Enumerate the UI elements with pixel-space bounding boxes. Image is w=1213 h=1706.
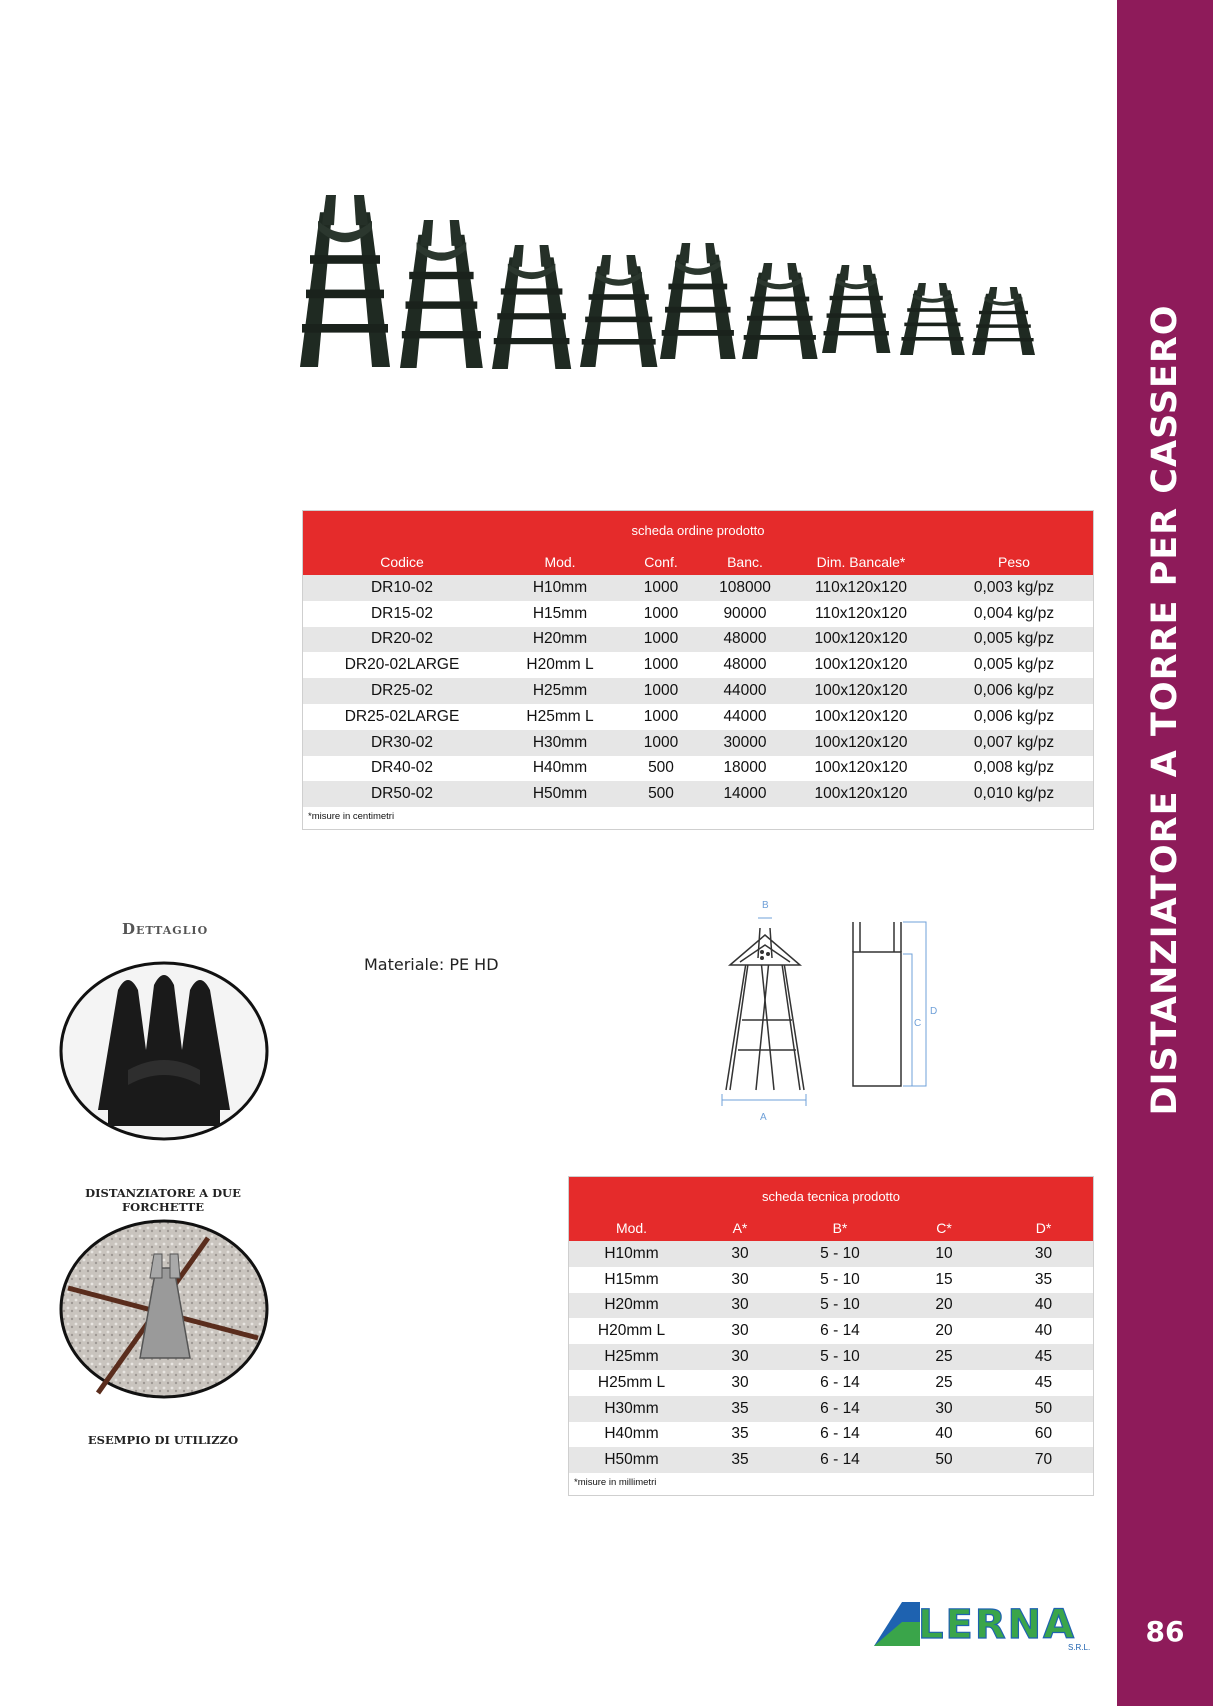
- table-cell: 6 - 14: [820, 1451, 860, 1469]
- table-cell: 35: [731, 1425, 749, 1443]
- table-cell: DR10-02: [370, 578, 434, 596]
- table-cell: H40mm: [604, 1425, 659, 1443]
- table-cell: 44000: [723, 707, 767, 725]
- table-cell: 48000: [723, 656, 767, 674]
- order-table-title: scheda ordine prodotto: [631, 523, 765, 538]
- diagram-label-b: B: [762, 900, 769, 911]
- table-row: [569, 1344, 1093, 1370]
- table-row: [569, 1422, 1093, 1448]
- table-row: [569, 1447, 1093, 1473]
- table-cell: H30mm: [604, 1399, 659, 1417]
- tech-table: [568, 1176, 1094, 1496]
- company-logo: [872, 1596, 1100, 1652]
- table-cell: 6 - 14: [820, 1322, 860, 1340]
- table-cell: 35: [731, 1399, 749, 1417]
- column-header: Banc.: [727, 554, 763, 570]
- table-cell: 60: [1034, 1425, 1053, 1443]
- table-cell: 25: [935, 1373, 953, 1391]
- tech-table-title: scheda tecnica prodotto: [761, 1189, 901, 1204]
- logo-text: LERNA: [918, 1602, 1077, 1648]
- table-row: [569, 1267, 1093, 1293]
- table-cell: 30: [731, 1270, 749, 1288]
- table-cell: DR30-02: [370, 733, 434, 751]
- usage-photo: [58, 1218, 270, 1400]
- table-cell: 100x120x120: [814, 682, 908, 700]
- material-label: Materiale: PE HD: [364, 955, 499, 974]
- technical-diagram: [700, 890, 940, 1130]
- table-cell: 0,006 kg/pz: [973, 682, 1055, 700]
- table-cell: 100x120x120: [814, 656, 908, 674]
- table-cell: 30: [935, 1399, 953, 1417]
- column-header: Mod.: [615, 1220, 648, 1236]
- table-cell: 1000: [643, 656, 679, 674]
- table-cell: H25mm: [604, 1348, 659, 1366]
- diagram-label-c: C: [914, 1018, 922, 1029]
- table-row: [569, 1396, 1093, 1422]
- order-table: [302, 510, 1094, 830]
- page-number: 86: [1145, 1615, 1185, 1648]
- table-cell: 40: [1034, 1322, 1053, 1340]
- table-cell: H15mm: [604, 1270, 659, 1288]
- tech-table-column-headers: [569, 1215, 1093, 1241]
- table-cell: 30: [731, 1244, 749, 1262]
- table-cell: 110x120x120: [815, 578, 907, 596]
- column-header: D*: [1035, 1220, 1052, 1236]
- order-table-body: [303, 575, 1093, 807]
- table-cell: DR25-02: [370, 682, 434, 700]
- column-header: Conf.: [644, 554, 678, 570]
- table-cell: 110x120x120: [815, 604, 907, 622]
- table-cell: 20: [935, 1296, 953, 1314]
- order-table-column-headers: [303, 549, 1093, 575]
- table-cell: 15: [935, 1270, 953, 1288]
- table-row: [303, 601, 1093, 627]
- detail-title-text: Dettaglio: [122, 920, 209, 938]
- table-cell: 0,008 kg/pz: [973, 759, 1055, 777]
- table-cell: 0,004 kg/pz: [973, 604, 1055, 622]
- table-row: [303, 678, 1093, 704]
- table-cell: 44000: [723, 682, 767, 700]
- detail-photo: [58, 960, 270, 1142]
- column-header: C*: [936, 1220, 952, 1236]
- table-cell: 48000: [723, 630, 767, 648]
- table-cell: 10: [935, 1244, 953, 1262]
- table-cell: DR40-02: [370, 759, 434, 777]
- table-cell: 50: [1034, 1399, 1053, 1417]
- table-cell: 1000: [643, 707, 679, 725]
- table-cell: H20mm L: [526, 656, 594, 674]
- tech-table-header: [569, 1177, 1093, 1241]
- diagram-label-a: A: [760, 1112, 767, 1123]
- diagram-label-d: D: [930, 1006, 938, 1017]
- order-table-note: *misure in centimetri: [308, 811, 395, 823]
- table-cell: H25mm L: [597, 1373, 666, 1391]
- table-cell: H15mm: [532, 604, 588, 622]
- table-cell: 1000: [643, 604, 679, 622]
- table-cell: 100x120x120: [814, 785, 908, 803]
- table-cell: 0,005 kg/pz: [973, 630, 1055, 648]
- column-header: Dim. Bancale*: [816, 554, 906, 570]
- table-cell: 20: [935, 1322, 953, 1340]
- table-cell: 40: [1034, 1296, 1053, 1314]
- table-cell: 0,006 kg/pz: [973, 707, 1055, 725]
- table-cell: 6 - 14: [820, 1425, 860, 1443]
- table-cell: 1000: [643, 733, 679, 751]
- table-row: [303, 704, 1093, 730]
- table-cell: 100x120x120: [814, 630, 908, 648]
- table-row: [303, 652, 1093, 678]
- table-cell: 6 - 14: [820, 1373, 860, 1391]
- table-cell: 30: [731, 1348, 749, 1366]
- table-cell: 5 - 10: [820, 1244, 860, 1262]
- table-cell: 0,010 kg/pz: [973, 785, 1055, 803]
- table-cell: 45: [1034, 1373, 1053, 1391]
- table-cell: 5 - 10: [820, 1270, 860, 1288]
- table-cell: 1000: [643, 578, 679, 596]
- detail-title: [122, 920, 208, 938]
- logo-suffix: S.R.L.: [1068, 1643, 1091, 1652]
- table-cell: H10mm: [604, 1244, 659, 1262]
- table-cell: H30mm: [532, 733, 588, 751]
- table-cell: DR25-02LARGE: [344, 707, 460, 725]
- table-row: [569, 1318, 1093, 1344]
- table-cell: H50mm: [604, 1451, 659, 1469]
- table-cell: H20mm L: [597, 1322, 666, 1340]
- column-header: Codice: [380, 554, 424, 570]
- table-cell: H25mm L: [526, 707, 594, 725]
- table-cell: 25: [935, 1348, 953, 1366]
- table-cell: H10mm: [532, 578, 588, 596]
- table-cell: 5 - 10: [820, 1348, 860, 1366]
- table-cell: DR20-02: [370, 630, 434, 648]
- table-cell: 500: [648, 785, 674, 803]
- table-row: [303, 627, 1093, 653]
- table-cell: 50: [935, 1451, 953, 1469]
- table-cell: DR15-02: [370, 604, 434, 622]
- table-cell: 0,003 kg/pz: [973, 578, 1055, 596]
- product-photo: [300, 195, 1090, 395]
- table-cell: DR50-02: [370, 785, 434, 803]
- column-header: B*: [832, 1220, 848, 1236]
- table-row: [569, 1370, 1093, 1396]
- table-cell: 18000: [723, 759, 767, 777]
- tech-table-note: *misure in millimetri: [574, 1477, 657, 1489]
- order-table-header: [303, 511, 1093, 575]
- table-cell: H25mm: [532, 682, 588, 700]
- table-row: [303, 730, 1093, 756]
- table-row: [303, 575, 1093, 601]
- table-cell: 500: [648, 759, 674, 777]
- table-cell: 100x120x120: [814, 733, 908, 751]
- table-row: [569, 1293, 1093, 1319]
- table-cell: H20mm: [532, 630, 588, 648]
- table-cell: 6 - 14: [820, 1399, 860, 1417]
- table-cell: 14000: [723, 785, 767, 803]
- table-cell: H20mm: [604, 1296, 659, 1314]
- table-cell: 30: [731, 1373, 749, 1391]
- table-cell: 35: [731, 1451, 749, 1469]
- table-cell: 1000: [643, 630, 679, 648]
- table-cell: 30000: [723, 733, 767, 751]
- table-cell: H50mm: [532, 785, 588, 803]
- table-cell: 40: [935, 1425, 953, 1443]
- table-cell: H40mm: [532, 759, 588, 777]
- table-cell: 45: [1034, 1348, 1053, 1366]
- tech-table-body: [569, 1241, 1093, 1473]
- table-cell: 100x120x120: [814, 759, 908, 777]
- table-cell: 35: [1034, 1270, 1053, 1288]
- usage-caption: ESEMPIO DI UTILIZZO: [87, 1433, 239, 1447]
- table-cell: 30: [731, 1322, 749, 1340]
- detail-caption: DISTANZIATORE A DUE FORCHETTE: [85, 1186, 241, 1214]
- table-cell: 1000: [643, 682, 679, 700]
- table-row: [303, 756, 1093, 782]
- table-row: [569, 1241, 1093, 1267]
- table-cell: DR20-02LARGE: [344, 656, 460, 674]
- table-cell: 30: [731, 1296, 749, 1314]
- table-cell: 30: [1034, 1244, 1053, 1262]
- column-header: A*: [732, 1220, 748, 1236]
- sidebar-title: DISTANZIATORE A TORRE PER CASSERO: [1145, 304, 1185, 1116]
- column-header: Mod.: [544, 554, 576, 570]
- table-cell: 108000: [719, 578, 771, 596]
- table-row: [303, 781, 1093, 807]
- table-cell: 0,007 kg/pz: [973, 733, 1055, 751]
- table-cell: 100x120x120: [814, 707, 908, 725]
- column-header: Peso: [998, 554, 1030, 570]
- table-cell: 0,005 kg/pz: [973, 656, 1055, 674]
- table-cell: 90000: [723, 604, 767, 622]
- table-cell: 70: [1034, 1451, 1053, 1469]
- table-cell: 5 - 10: [820, 1296, 860, 1314]
